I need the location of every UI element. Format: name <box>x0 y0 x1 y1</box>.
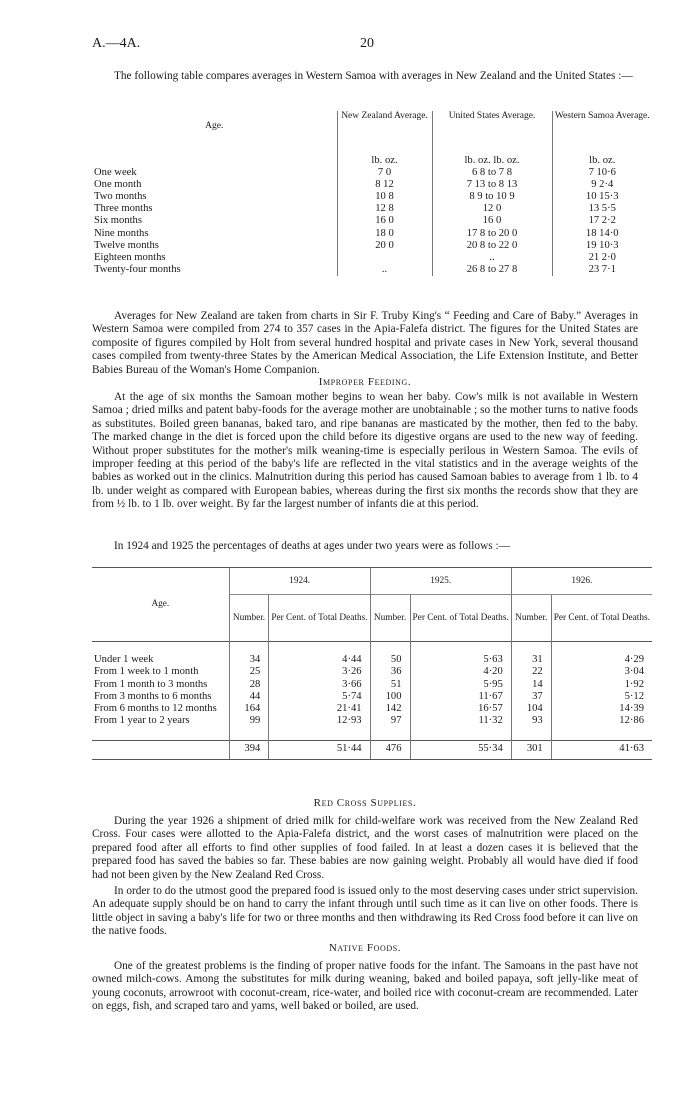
deaths-percent-cell: 11·67 <box>410 691 511 703</box>
deaths-table-row <box>92 715 652 727</box>
deaths-table-row <box>92 691 652 703</box>
deaths-table-row <box>92 654 652 666</box>
total-cell: 41·63 <box>551 740 652 759</box>
nz-value-cell: 12 8 <box>337 203 432 215</box>
us-value-cell: 7 13 to 8 13 <box>432 179 552 191</box>
deaths-percent-cell: 16·57 <box>410 703 511 715</box>
age-range-cell: From 1 year to 2 years <box>94 715 190 727</box>
deaths-percent-cell: 4·20 <box>410 666 511 678</box>
deaths-percent-cell: 14·39 <box>551 703 652 715</box>
heading-improper-feeding: Improper Feeding. <box>318 376 412 388</box>
weight-table-row <box>92 179 652 191</box>
deaths-number-cell: 50 <box>370 654 410 666</box>
nz-value-cell: 10 8 <box>337 191 432 203</box>
deaths-percent-cell: 4·29 <box>551 654 652 666</box>
weight-table-row <box>92 240 652 252</box>
weight-table-body <box>92 167 652 276</box>
nz-value-cell: 16 0 <box>337 215 432 227</box>
deaths-table-row <box>92 679 652 691</box>
col-nz-header: New Zealand Average. <box>337 111 432 141</box>
age-cell: Two months <box>94 191 147 203</box>
deaths-table-body <box>92 654 652 727</box>
ws-value-cell: 13 5·5 <box>552 203 652 215</box>
us-value-cell: .. <box>432 252 552 264</box>
col-age-header: Age. <box>205 120 224 131</box>
deaths-percent-cell: 5·74 <box>269 691 370 703</box>
deaths-percent-cell: 12·86 <box>551 715 652 727</box>
age-range-cell: Under 1 week <box>94 654 154 666</box>
deaths-percent-cell: 5·12 <box>551 691 652 703</box>
age-cell: One week <box>94 167 137 179</box>
red-cross-paragraph-1: During the year 1926 a shipment of dried milk for child-welfare work was received from the New Zealand Red Cross. Four cases were allotted to the Apia-Falefa district, and the worst cases of malnutrition were placed on the prepared food after all efforts to find other supplies of food failed. In at least a dozen cases it is believed that the prepared food has saved the babies so far. These babies are now gaining weight. Probably all would have died if food had not been given by the New Zealand Red Cross. <box>92 815 638 881</box>
age-cell: Eighteen months <box>94 251 166 263</box>
deaths-number-cell: 51 <box>370 679 410 691</box>
total-cell: 476 <box>370 740 410 759</box>
us-value-cell: 6 8 to 7 8 <box>432 167 552 179</box>
age-range-cell: From 6 months to 12 months <box>94 703 217 714</box>
deaths-percent-cell: 3·04 <box>551 666 652 678</box>
improper-feeding-paragraph: At the age of six months the Samoan mother begins to wean her baby. Cow's milk is not available in Western Samoa ; dried milks and patent baby-foods for the average mother are unobtainable ; so the mother turns to native foods as substitutes. Boiled green bananas, baked taro, and ripe bananas are masticated by the mother, then fed to the baby. The marked change in the diet is forced upon the child before its digestive organs are used to the new way of feeding. Without proper substitutes for the mother's milk weaning-time is especially perilous in Western Samoa. The evils of improper feeding at this period of the baby's life are reflected in the vital statistics and in the average weights of the babies as worked out in the clinics. Malnutrition during this period has caused Samoan babies to average from 1 lb. to 4 lb. under weight as compared with European babies, whereas during the first six months the records show that they are from ½ lb. to 1 lb. over weight. By far the largest number of infants die at this period. <box>92 391 638 511</box>
us-value-cell: 8 9 to 10 9 <box>432 191 552 203</box>
deaths-col-age-header: Age. <box>92 568 229 642</box>
document-reference: A.—4A. <box>92 36 141 51</box>
deaths-intro-paragraph: In 1924 and 1925 the percentages of deaths at ages under two years were as follows :— <box>114 540 510 552</box>
deaths-number-cell: 97 <box>370 715 410 727</box>
deaths-percent-cell: 5·95 <box>410 679 511 691</box>
ws-value-cell: 17 2·2 <box>552 215 652 227</box>
weight-table-row <box>92 228 652 240</box>
deaths-percentage-table <box>92 567 652 760</box>
deaths-number-cell: 36 <box>370 666 410 678</box>
deaths-number-cell: 22 <box>511 666 551 678</box>
weight-comparison-table <box>92 111 652 276</box>
col-ws-header: Western Samoa Average. <box>552 111 652 141</box>
age-cell: Twenty-four months <box>94 263 181 275</box>
deaths-percent-cell: 12·93 <box>269 715 370 727</box>
age-cell: Twelve months <box>94 239 159 251</box>
year-1925-header: 1925. <box>370 568 511 595</box>
ws-value-cell: 21 2·0 <box>552 252 652 264</box>
deaths-number-cell: 25 <box>229 666 269 678</box>
deaths-percent-cell: 11·32 <box>410 715 511 727</box>
year-1926-header: 1926. <box>511 568 652 595</box>
weight-units-row: lb. oz. lb. oz. lb. oz. lb. oz. <box>92 155 652 167</box>
deaths-percent-cell: 4·44 <box>269 654 370 666</box>
us-value-cell: 17 8 to 20 0 <box>432 228 552 240</box>
page-number: 20 <box>360 36 374 51</box>
page-header <box>92 36 640 56</box>
nz-value-cell: 20 0 <box>337 240 432 252</box>
nz-value-cell <box>337 252 432 264</box>
age-cell: Nine months <box>94 227 149 239</box>
native-foods-paragraph: One of the greatest problems is the finding of proper native foods for the infant. The Samoans in the past have not owned milch-cows. Among the substitutes for milk during weaning, baked and boiled papaya, soft jelly-like meat of young coconuts, arrowroot with coconut-cream, rice-water, and boiled rice with coconut-cream are recommended. Later on eggs, fish, and scraped taro and yams, well baked or boiled, are used. <box>92 960 638 1013</box>
nz-value-cell: 8 12 <box>337 179 432 191</box>
deaths-subheader-row: Number. Per Cent. of Total Deaths. Number. Per Cent. of Total Deaths. Number. Per Cent. of Total Deaths. <box>92 595 652 642</box>
deaths-number-cell: 28 <box>229 679 269 691</box>
weight-table-row <box>92 252 652 264</box>
us-value-cell: 12 0 <box>432 203 552 215</box>
heading-red-cross-supplies: Red Cross Supplies. <box>313 797 417 809</box>
red-cross-paragraph-2: In order to do the utmost good the prepared food is issued only to the most deserving cases under strict supervision. An adequate supply should be on hand to carry the infant through until such time as it can live on other foods. There is little object in saving a baby's life for two or three months and then withdrawing its Red Cross food before it can live on the native foods. <box>92 885 638 938</box>
nz-value-cell: .. <box>337 264 432 276</box>
age-cell: One month <box>94 179 142 191</box>
nz-value-cell: 18 0 <box>337 228 432 240</box>
total-cell: 55·34 <box>410 740 511 759</box>
deaths-totals-row <box>92 740 652 759</box>
ws-value-cell: 7 10·6 <box>552 167 652 179</box>
age-range-cell: From 3 months to 6 months <box>94 690 212 702</box>
weight-table-row <box>92 167 652 179</box>
deaths-percent-cell: 5·63 <box>410 654 511 666</box>
age-cell: Six months <box>94 215 142 227</box>
weight-table-row <box>92 264 652 276</box>
deaths-percent-cell: 21·41 <box>269 703 370 715</box>
deaths-table-row <box>92 703 652 715</box>
weight-table-row <box>92 191 652 203</box>
age-range-cell: From 1 month to 3 months <box>94 678 208 690</box>
deaths-number-cell: 142 <box>370 703 410 715</box>
deaths-percent-cell: 3·26 <box>269 666 370 678</box>
deaths-number-cell: 34 <box>229 654 269 666</box>
ws-value-cell: 23 7·1 <box>552 264 652 276</box>
ws-value-cell: 18 14·0 <box>552 228 652 240</box>
deaths-number-cell: 104 <box>511 703 551 715</box>
weight-table-header <box>92 111 652 141</box>
total-cell: 394 <box>229 740 269 759</box>
col-us-header: United States Average. <box>432 111 552 141</box>
deaths-number-cell: 37 <box>511 691 551 703</box>
deaths-number-cell: 44 <box>229 691 269 703</box>
intro-paragraph: The following table compares averages in Western Samoa with averages in New Zealand and the United States :— <box>114 70 633 82</box>
sources-paragraph: Averages for New Zealand are taken from charts in Sir F. Truby King's “ Feeding and Care of Baby.” Averages in Western Samoa were compiled from 274 to 357 cases in the Apia-Falefa district. The figures for the United States are composite of figures compiled by Holt from several hundred hospital and private cases in New York, several thousand cases compiled from twenty-three States by the American Medical Association, the Life Extension Institute, and Better Babies Bureau of the Woman's Home Companion. <box>92 310 638 376</box>
deaths-number-cell: 99 <box>229 715 269 727</box>
deaths-percent-cell: 1·92 <box>551 679 652 691</box>
deaths-number-cell: 93 <box>511 715 551 727</box>
nz-value-cell: 7 0 <box>337 167 432 179</box>
ws-value-cell: 19 10·3 <box>552 240 652 252</box>
total-cell: 51·44 <box>269 740 370 759</box>
year-1924-header: 1924. <box>229 568 370 595</box>
us-value-cell: 26 8 to 27 8 <box>432 264 552 276</box>
age-cell: Three months <box>94 203 153 215</box>
us-value-cell: 16 0 <box>432 215 552 227</box>
heading-native-foods: Native Foods. <box>328 942 402 954</box>
deaths-years-row <box>92 568 652 595</box>
ws-value-cell: 10 15·3 <box>552 191 652 203</box>
ws-value-cell: 9 2·4 <box>552 179 652 191</box>
weight-table-row <box>92 215 652 227</box>
deaths-number-cell: 100 <box>370 691 410 703</box>
deaths-number-cell: 31 <box>511 654 551 666</box>
deaths-percent-cell: 3·66 <box>269 679 370 691</box>
age-range-cell: From 1 week to 1 month <box>94 666 199 678</box>
deaths-number-cell: 14 <box>511 679 551 691</box>
deaths-table-row <box>92 666 652 678</box>
us-value-cell: 20 8 to 22 0 <box>432 240 552 252</box>
total-cell: 301 <box>511 740 551 759</box>
deaths-number-cell: 164 <box>229 703 269 715</box>
weight-table-row <box>92 203 652 215</box>
